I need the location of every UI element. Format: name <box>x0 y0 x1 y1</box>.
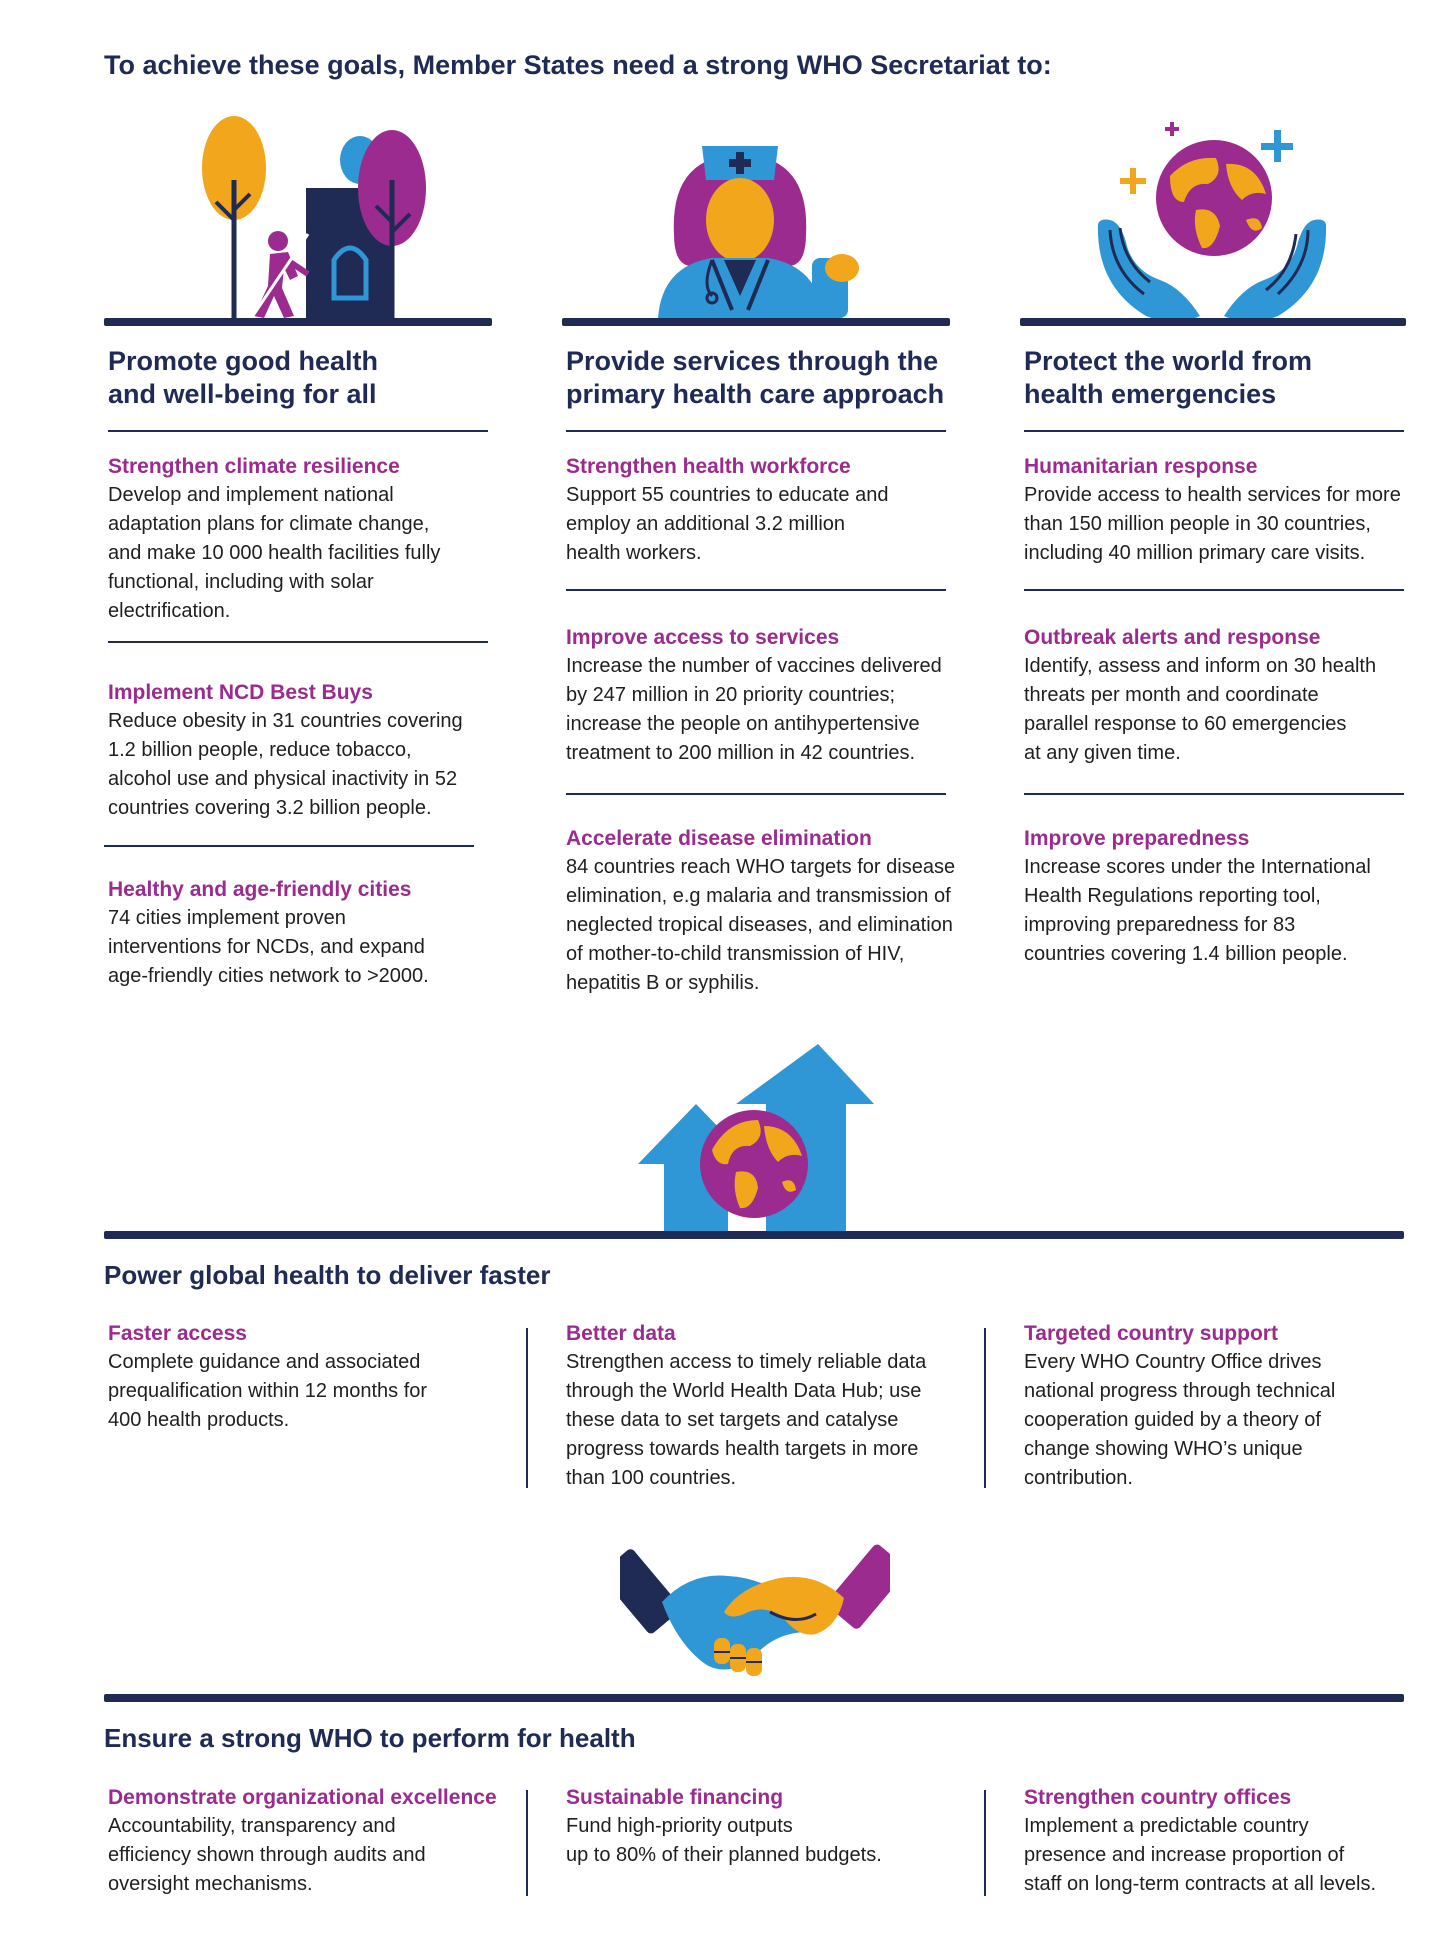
item-text: Strengthen access to timely reliable data through the World Health Data Hub; use these data to set targets and catalyse progress towards health targets in more than 100 countries. <box>566 1351 927 1489</box>
item-text: Reduce obesity in 31 countries covering 1.2 billion people, reduce tobacco, alcohol use and physical inactivity in 52 countries covering 3.2 billion people. <box>108 710 463 819</box>
divider <box>566 430 946 432</box>
divider <box>104 845 474 847</box>
item-text: Accountability, transparency and efficiency shown through audits and oversight mechanisms. <box>108 1815 426 1895</box>
divider <box>108 430 488 432</box>
pillar-item <box>108 876 498 991</box>
column-divider <box>984 1328 986 1488</box>
column-baseline <box>1020 318 1406 326</box>
divider <box>566 793 946 795</box>
item-text: Support 55 countries to educate and employ an additional 3.2 million health workers. <box>566 484 889 564</box>
pillar-title: Provide services through the primary health care approach <box>566 346 945 409</box>
handshake-icon <box>620 1542 890 1682</box>
pillar-item <box>566 825 956 998</box>
column-divider <box>526 1328 528 1488</box>
item-text: 84 countries reach WHO targets for disease elimination, e.g malaria and transmission of neglected tropical diseases, and elimination of mother-to-child transmission of HIV, hepatitis B or syphilis. <box>566 856 956 994</box>
pillar-title: Promote good health and well-being for all <box>108 346 378 409</box>
column-divider <box>526 1790 528 1896</box>
pillar-item <box>1024 624 1414 768</box>
power-item <box>108 1320 498 1435</box>
item-text: 74 cities implement proven interventions for NCDs, and expand age-friendly cities network to >2000. <box>108 907 429 987</box>
power-item <box>1024 1320 1414 1493</box>
health-worker-icon <box>562 110 948 328</box>
item-text: Provide access to health services for more than 150 million people in 30 countries, including 40 million primary care visits. <box>1024 484 1401 564</box>
section-title: Ensure a strong WHO to perform for health <box>104 1723 636 1753</box>
divider <box>108 641 488 643</box>
divider <box>1024 430 1404 432</box>
pillar-item <box>1024 825 1414 969</box>
pillar-item <box>1024 453 1414 568</box>
item-text: Fund high-priority outputs up to 80% of their planned budgets. <box>566 1815 882 1866</box>
column-divider <box>984 1790 986 1896</box>
item-text: Increase the number of vaccines delivered by 247 million in 20 priority countries; increase the people on antihypertensive treatment to 200 million in 42 countries. <box>566 655 942 764</box>
item-title: Implement NCD Best Buys <box>108 681 373 704</box>
pillar-item <box>108 453 498 626</box>
section-rule <box>104 1694 1404 1702</box>
main-heading: To achieve these goals, Member States need a strong WHO Secretariat to: <box>104 50 1052 80</box>
item-title: Improve preparedness <box>1024 827 1250 850</box>
item-title: Strengthen climate resilience <box>108 455 400 478</box>
item-title: Faster access <box>108 1322 247 1345</box>
ensure-item <box>566 1784 956 1870</box>
item-title: Healthy and age-friendly cities <box>108 878 412 901</box>
divider <box>1024 589 1404 591</box>
section-rule <box>104 1231 1404 1239</box>
globe-in-hands-icon <box>1020 110 1406 328</box>
item-title: Strengthen country offices <box>1024 1786 1292 1809</box>
column-baseline <box>104 318 492 326</box>
pillar-item <box>566 624 956 768</box>
item-title: Targeted country support <box>1024 1322 1278 1345</box>
ensure-item <box>1024 1784 1414 1899</box>
item-title: Improve access to services <box>566 626 840 649</box>
power-item <box>566 1320 956 1493</box>
item-title: Accelerate disease elimination <box>566 827 872 850</box>
pillar-item <box>108 679 498 823</box>
item-title: Humanitarian response <box>1024 455 1258 478</box>
item-text: Implement a predictable country presence and increase proportion of staff on long-term contracts at all levels. <box>1024 1815 1377 1895</box>
item-text: Identify, assess and inform on 30 health threats per month and coordinate parallel response to 60 emergencies at any given time. <box>1024 655 1377 764</box>
divider <box>566 589 946 591</box>
item-title: Sustainable financing <box>566 1786 784 1809</box>
item-text: Develop and implement national adaptation plans for climate change, and make 10 000 health facilities fully functional, including with solar electrification. <box>108 484 441 622</box>
item-text: Complete guidance and associated prequalification within 12 months for 400 health products. <box>108 1351 428 1431</box>
divider <box>1024 793 1404 795</box>
item-title: Demonstrate organizational excellence <box>108 1786 497 1809</box>
item-title: Better data <box>566 1322 676 1345</box>
item-text: Increase scores under the International Health Regulations reporting tool, improving preparedness for 83 countries covering 1.4 billion people. <box>1024 856 1371 965</box>
pillar-title: Protect the world from health emergencies <box>1024 346 1313 409</box>
globe-arrows-icon <box>636 1040 876 1236</box>
section-title: Power global health to deliver faster <box>104 1260 551 1290</box>
item-text: Every WHO Country Office drives national progress through technical cooperation guided by a theory of change showing WHO’s unique contribution. <box>1024 1351 1336 1489</box>
item-title: Strengthen health workforce <box>566 455 851 478</box>
item-title: Outbreak alerts and response <box>1024 626 1321 649</box>
ensure-item <box>108 1784 498 1899</box>
city-park-climber-icon <box>104 110 490 328</box>
pillar-item <box>566 453 956 568</box>
column-baseline <box>562 318 950 326</box>
